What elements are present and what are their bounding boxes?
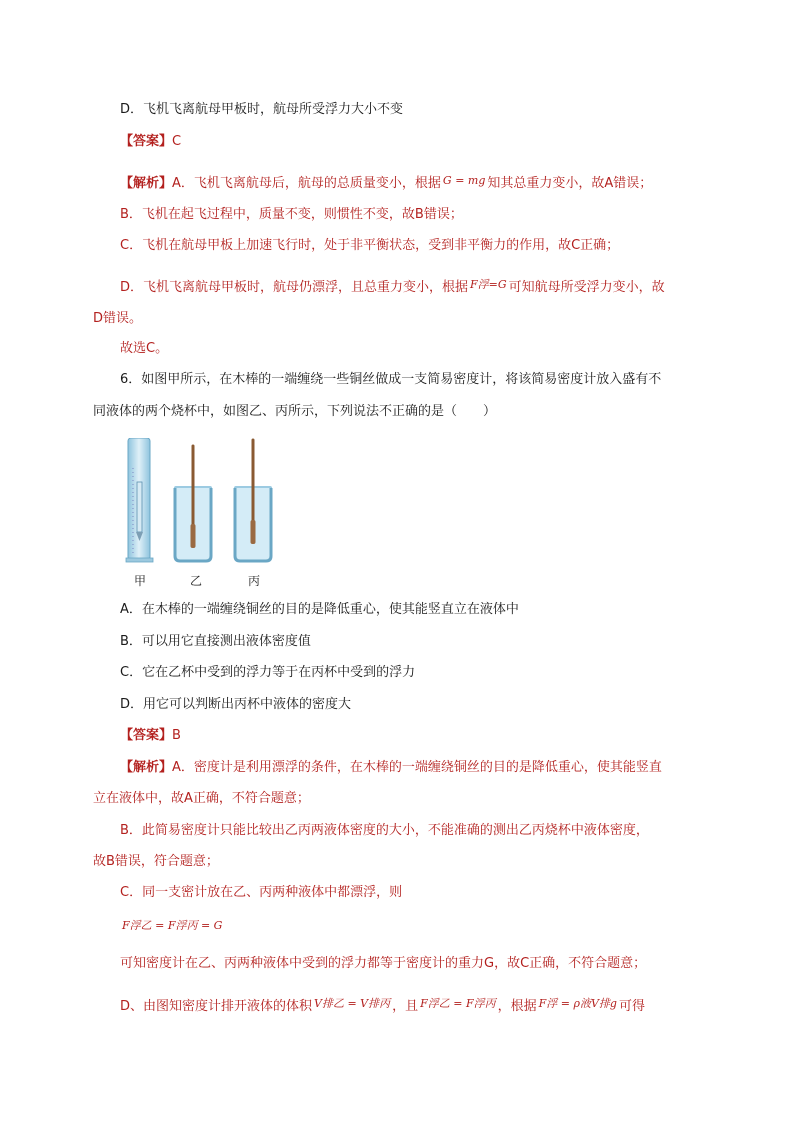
option-d: D．用它可以判断出丙杯中液体的密度大 — [120, 697, 352, 712]
exp1-a-post: 知其总重力变小，故A错误； — [487, 176, 653, 191]
answer-2 — [120, 727, 181, 745]
explanation-2-a — [120, 759, 662, 777]
answer-tag: 【答案】 — [120, 728, 173, 743]
explanation-tag: 【解析】 — [120, 176, 173, 191]
explanation-1-c: C．飞机在航母甲板上加速飞行时，处于非平衡状态，受到非平衡力的作用，故C正确； — [120, 238, 620, 253]
explanation-2-a-cont: 立在液体中，故A正确，不符合题意； — [93, 791, 310, 806]
explanation-1-d — [120, 276, 665, 297]
exp2-d-mid2: ，根据 — [497, 999, 537, 1014]
beaker-yi — [174, 446, 212, 561]
exp2-a1: A．密度计是利用漂浮的条件，在木棒的一端缠绕铜丝的目的是降低重心，使其能竖直 — [172, 760, 662, 775]
exp2-d-pre: D、由图知密度计排开液体的体积 — [120, 999, 313, 1014]
hydrometer-figure — [120, 438, 295, 590]
explanation-1-a — [120, 172, 652, 193]
option-d-previous: D．飞机飞离航母甲板时，航母所受浮力大小不变 — [120, 102, 404, 117]
formula-f: F浮乙 = F浮丙 — [420, 997, 496, 1010]
option-c: C．它在乙杯中受到的浮力等于在丙杯中受到的浮力 — [120, 665, 416, 680]
answer-1 — [120, 133, 181, 151]
explanation-2-c: C．同一支密计放在乙、丙两种液体中都漂浮，则 — [120, 885, 403, 900]
explanation-2-d — [120, 995, 645, 1016]
question-6-line-2: 同液体的两个烧杯中，如图乙、丙所示，下列说法不正确的是（ ） — [93, 404, 497, 419]
explanation-1-choice: 故选C。 — [120, 341, 169, 356]
hydrometer-diagram — [120, 438, 295, 568]
label-bing: 丙 — [248, 574, 261, 588]
option-b: B．可以用它直接测出液体密度值 — [120, 634, 311, 649]
cylinder-jia — [126, 438, 153, 562]
label-yi: 乙 — [190, 574, 203, 588]
formula-archimedes: F浮 = ρ液V排g — [538, 997, 617, 1010]
explanation-tag: 【解析】 — [120, 760, 173, 775]
formula-buoyancy-equal: F浮乙 = F浮丙 = G — [122, 919, 223, 932]
formula-g-mg: G = mg — [442, 174, 486, 187]
formula-f-g: F浮=G — [470, 278, 507, 291]
answer-value: C — [172, 134, 182, 149]
explanation-1-d-cont: D错误。 — [93, 311, 143, 326]
formula-v: V排乙 = V排丙 — [314, 997, 391, 1010]
answer-value: B — [172, 728, 181, 743]
answer-tag: 【答案】 — [120, 134, 173, 149]
exp2-d-mid1: ，且 — [392, 999, 419, 1014]
exp1-d-post: 可知航母所受浮力变小，故 — [508, 280, 665, 295]
exp1-a-pre: A．飞机飞离航母后，航母的总质量变小，根据 — [172, 176, 441, 191]
explanation-2-b-cont: 故B错误，符合题意； — [93, 854, 219, 869]
exp2-d-post: 可得 — [618, 999, 645, 1014]
option-a: A．在木棒的一端缠绕铜丝的目的是降低重心，使其能竖直立在液体中 — [120, 602, 519, 617]
exp1-d-pre: D．飞机飞离航母甲板时，航母仍漂浮，且总重力变小，根据 — [120, 280, 469, 295]
explanation-2-c-cont: 可知密度计在乙、丙两种液体中受到的浮力都等于密度计的重力G，故C正确，不符合题意； — [120, 956, 647, 971]
explanation-2-b: B．此简易密度计只能比较出乙丙两液体密度的大小，不能准确的测出乙丙烧杯中液体密度， — [120, 823, 649, 838]
beaker-bing — [234, 440, 272, 561]
explanation-1-b: B．飞机在起飞过程中，质量不变，则惯性不变，故B错误； — [120, 207, 463, 222]
question-6-line-1: 6．如图甲所示，在木棒的一端缠绕一些铜丝做成一支简易密度计，将该简易密度计放入盛有不 — [120, 372, 662, 387]
label-jia: 甲 — [134, 574, 147, 588]
